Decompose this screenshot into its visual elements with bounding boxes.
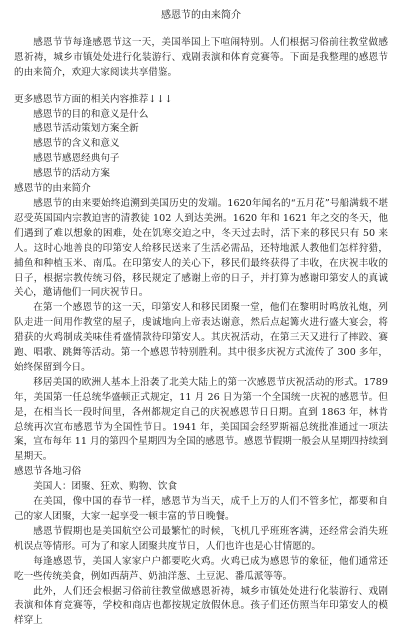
document-title: 感恩节的由来简介 [161, 10, 241, 21]
section-heading-origin: 感恩节的由来简介 [14, 183, 91, 195]
body-paragraph: 感恩节的由来要始终追溯到美国历史的发端。1620年闻名的“五月花”号船满载不堪忍受英国国内宗教迫害的清教徒 102 人到达美洲。1620 年和 1621 年之交的冬天，他们遇到了难以想象的困难，处在饥寒交迫之中，冬天过去时，活下来的移民只有 50 来人。这时心地善良的印第安人给移民送来了生活必需品，还特地派人教他们怎样狩猎，捕鱼和种植玉米、南瓜。在印第安人的关心下，移民们最终获得了丰收，在庆祝丰收的日子，根据宗教传统习俗，移民规定了感谢上帝的日子，并打算为感谢印第安人的真诚关心，邀请他们一同庆祝节日。 [14, 197, 388, 299]
body-paragraph: 每逢感恩节，美国人家家户户都要吃火鸡。火鸡已成为感恩节的象征，他们通常还吃一些传统美食，例如西葫芦、奶油洋葱、土豆泥、番瓜派等等。 [14, 555, 388, 582]
intro-paragraph: 感恩节节每逢感恩节这一天，美国举国上下喧闹特别。人们根据习俗前往教堂做感恩祈祷，城乡市镇处处进行化装游行、戏剧表演和体育竞赛等。下面是我整理的感恩节的由来简介，欢迎大家阅读共享借鉴。 [14, 36, 388, 78]
section-subheading: 美国人：团聚、狂欢、购物、饮食 [33, 481, 178, 493]
recommend-link-purpose[interactable]: 感恩节的目的和意义是什么 [33, 108, 149, 120]
body-paragraph: 移居美国的欧洲人基本上沿袭了北美大陆上的第一次感恩节庆祝活动的形式。1789 年，美国第一任总统华盛顿正式规定，11 月 26 日为第一个全国统一庆祝的感恩节。但是，在相当长一段时间里，各州都规定自己的庆祝感恩节日日期。直到 1863 年，林肯总统再次宣布感恩节为全国性节日。1941 年，美国国会经罗斯福总统批准通过一项法案，宣布每年 11 月的第四个星期四为全国的感恩节。感恩节假期一般会从星期四持续到星期天。 [14, 376, 388, 463]
recommend-link-activities[interactable]: 感恩节的活动方案 [33, 168, 110, 180]
recommend-heading: 更多感恩节方面的相关内容推荐↓↓↓ [14, 93, 173, 105]
section-heading-customs: 感恩节各地习俗 [14, 466, 82, 478]
spacer [14, 81, 388, 93]
body-paragraph: 在美国，像中国的春节一样，感恩节为当天，成千上万的人们不管多忙，都要和自己的家人团聚，大家一起享受一顿丰富的节日晚餐。 [14, 496, 388, 522]
body-paragraph: 感恩节假期也是美国航空公司最繁忙的时候，飞机几乎班班客满，还经常会消失班机误点等情形。可为了和家人团聚共度节日，人们也许也是心甘情愿的。 [14, 525, 388, 552]
recommend-link-quotes[interactable]: 感恩节感恩经典句子 [33, 153, 120, 165]
body-paragraph: 此外，人们还会根据习俗前往教堂做感恩祈祷，城乡市镇处处进行化装游行、戏剧表演和体育竞赛等，学校和商店也都按规定放假休息。孩子们还仿照当年印第安人的模样穿上 [14, 585, 388, 627]
body-paragraph: 在第一个感恩节的这一天，印第安人和移民团聚一堂，他们在黎明时鸣放礼炮，列队走进一间用作教堂的屋子，虔诚地向上帝表达谢意，然后点起篝火进行盛大宴会，将猎获的火鸡制成美味佳肴盛情款待印第安人。其庆祝活动，在第三天又进行了摔跤、赛跑、唱歌、跳舞等活动。第一个感恩节特别胜利。其中很多庆祝方式流传了 300 多年，始终保留到今日。 [14, 302, 388, 373]
recommend-link-meaning[interactable]: 感恩节的含义和意义 [33, 138, 120, 150]
recommend-link-plan[interactable]: 感恩节活动策划方案全新 [33, 123, 139, 135]
